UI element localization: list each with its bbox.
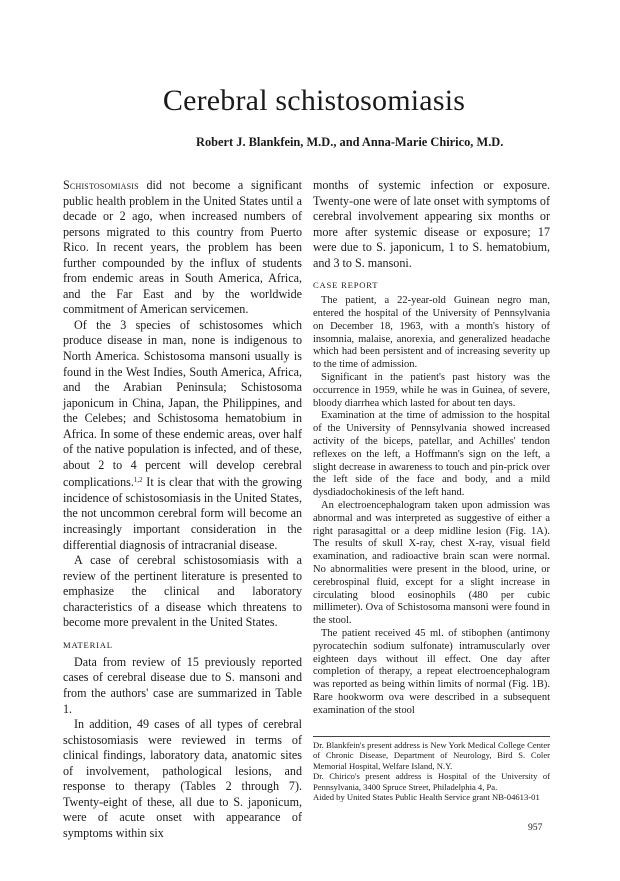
article-authors: Robert J. Blankfein, M.D., and Anna-Marie Chirico, M.D. — [196, 135, 504, 149]
material-paragraph-1: Data from review of 15 previously reported cases of cerebral disease due to S. mansoni and from the authors' case are summarized in Table 1. — [63, 654, 302, 716]
case-paragraph-4: An electroencephalogram taken upon admission was abnormal and was interpreted as suggestive of either a right parasagittal or a deep midline lesion (Fig. 1A). The results of skull X-ray, chest X-ray, visual field examination, and radioactive brain scan were normal. No abnormalities were present in the blood, urine, or cerebrospinal fluid, except for a slight increase in circulating blood eosinophils (480 per cubic millimeter). Ova of Schistosoma mansoni were found in the stool. — [313, 500, 550, 627]
footnote-grant: Aided by United States Public Health Service grant NB-04613-01 — [313, 792, 540, 803]
intro-paragraph — [63, 178, 302, 318]
footnotes — [313, 736, 550, 802]
page-number: 957 — [528, 822, 543, 833]
continued-paragraph: months of systemic infection or exposure. Twenty-one were of late onset with symptoms of cerebral involvement appearing six months or more after systemic disease or exposure; 17 were due to S. japonicum, 1 to S. hematobium, and 3 to S. mansoni. — [313, 178, 550, 270]
intro-text: did not become a significant public health problem in the United States until a decade or 2 ago, when increased numbers of persons migrated to this country from Puerto Rico. In recent years, the problem has been further compounded by the influx of students from endemic areas in South America, Africa, and the Far East and by the worldwide commitment of American servicemen. — [63, 178, 302, 317]
left-column — [63, 178, 302, 841]
case-paragraph-2: Significant in the patient's past history was the occurrence in 1959, while he was in Guinea, of severe, bloody diarrhea which lasted for about ten days. — [313, 372, 550, 409]
footnote-chirico: Dr. Chirico's present address is Hospital of the University of Pennsylvania, 3400 Spruce Street, Philadelphia 4, Pa. — [313, 771, 550, 792]
intro-lead-word: Schistosomiasis — [63, 178, 139, 192]
species-paragraph — [63, 318, 302, 553]
case-paragraph-1: The patient, a 22-year-old Guinean negro man, entered the hospital of the University of Pennsylvania on December 18, 1963, with a month's history of insomnia, malaise, anorexia, and generalized headache which had been persistent and of increasing severity up to the time of admission. — [313, 295, 550, 371]
species-text-b: It is clear that with the growing incidence of schistosomiasis in the United States, the not uncommon cerebral form will become an increasingly important consideration in the differential diagnosis of intracranial disease. — [63, 475, 302, 552]
case-paragraph-5: The patient received 45 ml. of stibophen (antimony pyrocatechin sodium sulfonate) intramuscularly over eighteen days without ill effect. One day after completion of therapy, a repeat electroencephalogram was reported as being within limits of normal (Fig. 1B). Rare hookworm ova were described in a subsequent examination of the stool — [313, 628, 550, 716]
material-paragraph-2: In addition, 49 cases of all types of cerebral schistosomiasis were reviewed in terms of clinical findings, laboratory data, anatomic sites of involvement, pathological lesions, and response to therapy (Tables 2 through 7). Twenty-eight of these, all due to S. japonicum, were of acute onset with appearance of symptoms within six — [63, 717, 302, 840]
right-column — [313, 178, 550, 718]
case-report-heading: CASE REPORT — [313, 280, 379, 291]
article-title: Cerebral schistosomiasis — [162, 84, 466, 117]
species-text-a: Of the 3 species of schistosomes which produce disease in man, none is indigenous to North America. Schistosoma mansoni usually is found in the West Indies, South America, Africa, and the Arabian Peninsula; Schistosoma japonicum in China, Japan, the Philippines, and the Celebes; and Schistosoma hematobium in Africa. In some of these endemic areas, over half of the native population is infected, and of these, about 2 to 4 percent will develop cerebral complications. — [63, 317, 302, 490]
case-paragraph-3: Examination at the time of admission to the hospital of the University of Pennsylvania showed increased activity of the biceps, patellar, and Achilles' tendon reflexes on the left, a Hoffmann's sign on the left, a slight decrease in awareness to touch and pin-prick over the left side of the face and body, and a mild dysdiadochokinesis of the left hand. — [313, 410, 550, 499]
reference-superscript: 1,2 — [133, 476, 143, 485]
footnote-blankfein: Dr. Blankfein's present address is New York Medical College Center of Chronic Disease, Department of Neurology, Bird S. Coler Memorial Hospital, Welfare Island, N.Y. — [313, 740, 550, 771]
purpose-paragraph: A case of cerebral schistosomiasis with a review of the pertinent literature is presented to emphasize the clinical and laboratory characteristics of a disease which threatens to become more prevalent in the United States. — [63, 553, 302, 630]
material-heading: MATERIAL — [63, 639, 113, 650]
